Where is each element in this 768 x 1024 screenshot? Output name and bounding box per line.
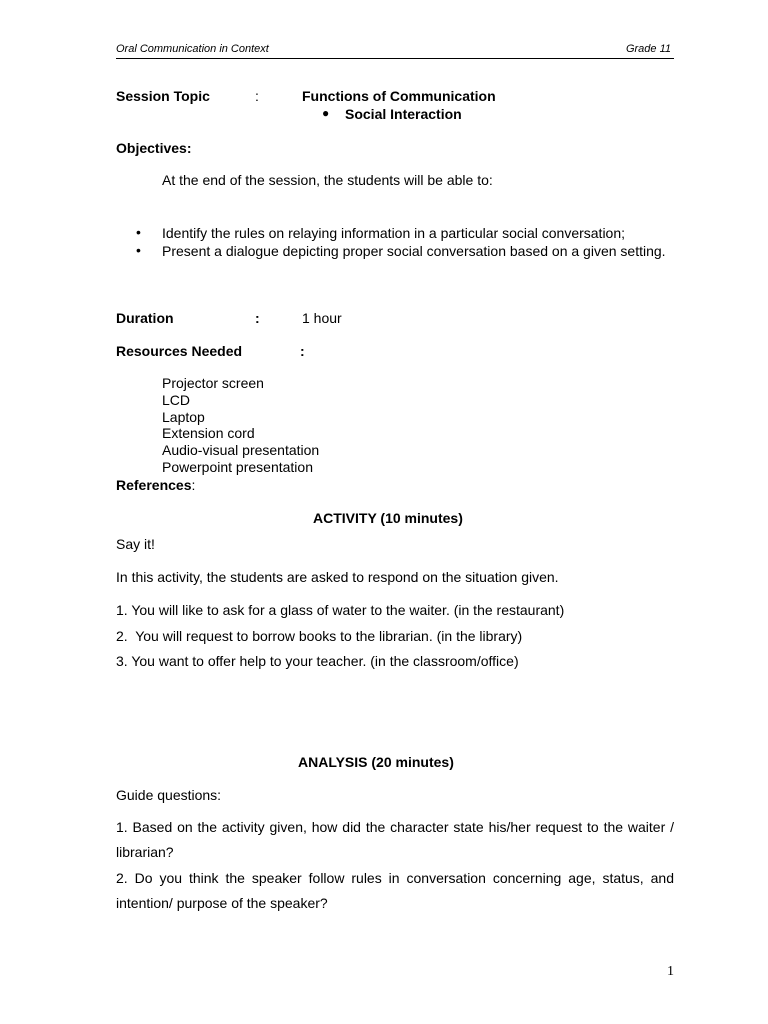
duration-value: 1 hour (302, 310, 342, 326)
resource-item: Extension cord (162, 425, 255, 442)
objectives-heading: Objectives: (116, 140, 192, 156)
references-line (116, 477, 195, 493)
activity-heading: ACTIVITY (10 minutes) (313, 510, 463, 526)
activity-title: Say it! (116, 536, 155, 552)
guide-question: 1. Based on the activity given, how did the character state his/her request to the waiter / librarian? (116, 819, 674, 860)
duration-label: Duration (116, 310, 174, 326)
resources-list (162, 375, 319, 476)
page-number: 1 (667, 964, 674, 979)
header-course-title: Oral Communication in Context (116, 43, 269, 55)
references-colon: : (191, 477, 196, 493)
activity-item: 1. You will like to ask for a glass of water to the waiter. (in the restaurant) (116, 602, 565, 618)
header-grade: Grade 11 (625, 43, 671, 55)
guide-question: 2. Do you think the speaker follow rules in conversation concerning age, status, and intention/ purpose of the speaker? (116, 870, 674, 911)
objective-text: Identify the rules on relaying information in a particular social conversation; (162, 225, 626, 241)
activity-item: 3. You want to offer help to your teacher. (in the classroom/office) (116, 653, 519, 669)
objective-item (136, 224, 674, 242)
resource-item: Audio-visual presentation (162, 442, 320, 459)
session-topic-colon: : (255, 88, 259, 104)
resource-item: Laptop (162, 408, 205, 425)
resource-item: LCD (162, 391, 191, 408)
resource-item: Projector screen (162, 375, 264, 391)
resources-colon: : (300, 343, 305, 359)
session-sub-bullet: ● (322, 106, 330, 120)
resources-label: Resources Needed (116, 343, 243, 359)
objective-text: Present a dialogue depicting proper social conversation based on a given setting. (162, 243, 666, 259)
bullet-icon: • (136, 242, 141, 258)
resource-item: Powerpoint presentation (162, 458, 313, 475)
objectives-intro: At the end of the session, the students will be able to: (162, 172, 493, 188)
session-topic-label: Session Topic (116, 88, 210, 104)
session-topic-value: Functions of Communication (302, 88, 496, 104)
activity-intro: In this activity, the students are asked to respond on the situation given. (116, 569, 559, 585)
session-sub-item: Social Interaction (345, 106, 462, 122)
references-label: References (116, 477, 192, 493)
objective-item (136, 242, 674, 278)
bullet-icon: • (136, 224, 141, 240)
duration-colon: : (255, 310, 260, 326)
analysis-intro: Guide questions: (116, 787, 222, 803)
activity-item: 2. You will request to borrow books to the librarian. (in the library) (116, 628, 523, 644)
header-rule (116, 58, 674, 59)
analysis-heading: ANALYSIS (20 minutes) (298, 754, 454, 770)
